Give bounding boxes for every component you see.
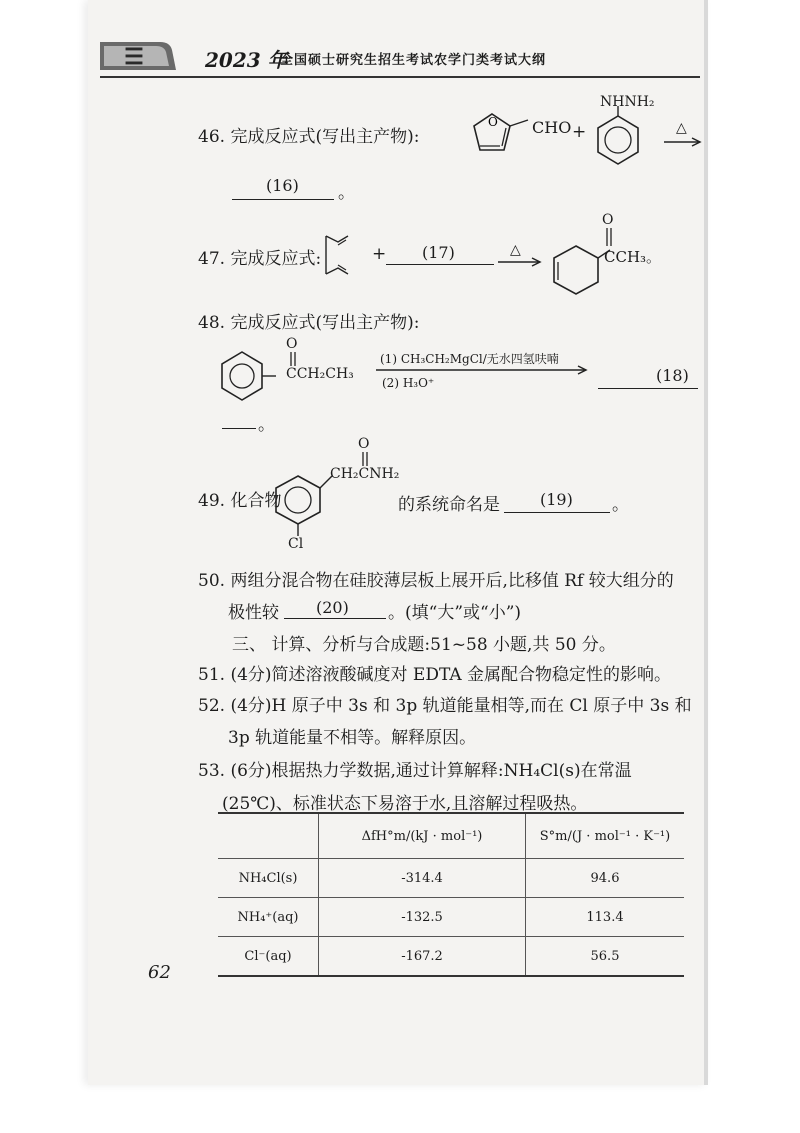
q47-carbonyl-bond — [604, 228, 614, 248]
q49-blank[interactable] — [504, 512, 610, 513]
table-header-cell — [218, 813, 319, 859]
svg-text:☰: ☰ — [124, 44, 144, 70]
table-header-cell: S°m/(J · mol⁻¹ · K⁻¹) — [526, 813, 685, 859]
thermo-data-table — [218, 812, 684, 977]
table-cell: -314.4 — [319, 859, 526, 898]
table-row — [218, 859, 684, 898]
q49-blank-label: (19) — [540, 490, 573, 509]
q47-blank[interactable] — [386, 264, 494, 265]
q48-cond1: (1) CH₃CH₂MgCl/无水四氢呋喃 — [380, 352, 559, 366]
table-cell: Cl⁻(aq) — [218, 937, 319, 977]
q47-heat: △ — [510, 242, 521, 258]
header-title: 全国硕士研究生招生考试农学门类考试大纲 — [280, 53, 547, 68]
q48-cond2: (2) H₃O⁺ — [382, 376, 435, 390]
q48-oxygen: O — [286, 336, 298, 352]
q48-end: 。 — [258, 415, 275, 435]
q50-blank-label: (20) — [316, 598, 349, 617]
svg-text:O: O — [488, 115, 498, 129]
benzene-ring-icon — [220, 350, 280, 406]
book-logo-icon — [100, 36, 190, 74]
table-cell: 113.4 — [526, 898, 685, 937]
q49-carbonyl-bond — [360, 452, 370, 468]
q47-blank-label: (17) — [422, 243, 455, 262]
q48-arrow — [376, 366, 590, 376]
q46-heat: △ — [676, 120, 687, 136]
q46-blank[interactable] — [232, 199, 334, 200]
q46-hydrazine: NHNH₂ — [600, 94, 655, 110]
header-year: 2023 年 — [205, 48, 288, 72]
q49-oxygen: O — [358, 436, 370, 452]
q49-mid: 的系统命名是 — [398, 495, 500, 515]
q48-text: 48. 完成反应式(写出主产物): — [198, 313, 420, 333]
table-cell: 56.5 — [526, 937, 685, 977]
page-edge — [704, 0, 708, 1085]
q46-end: 。 — [338, 183, 355, 203]
q46-cho: CHO — [532, 118, 572, 137]
q46-arrow — [664, 138, 704, 148]
q49-end: 。 — [612, 495, 629, 515]
q50-blank[interactable] — [284, 618, 386, 619]
q51-text: 51. (4分)简述溶液酸碱度对 EDTA 金属配合物稳定性的影响。 — [198, 665, 672, 685]
q47-arrow — [498, 258, 544, 268]
benzene-ring-icon — [594, 112, 644, 172]
section3-heading: 三、 计算、分析与合成题:51~58 小题,共 50 分。 — [232, 635, 616, 655]
header-rule — [100, 76, 700, 78]
q48-blank-cont — [222, 428, 256, 429]
q49-substituent: Cl — [288, 536, 304, 552]
page-number: 62 — [148, 962, 171, 983]
table-cell: -167.2 — [319, 937, 526, 977]
q53-line1: 53. (6分)根据热力学数据,通过计算解释:NH₄Cl(s)在常温 — [198, 761, 632, 781]
butadiene-icon — [322, 232, 352, 278]
q47-plus: + — [372, 244, 387, 264]
table-header-row — [218, 813, 684, 859]
q46-text: 46. 完成反应式(写出主产物): — [198, 127, 420, 147]
q49-group: CH₂CNH₂ — [330, 466, 400, 482]
q50-line2-post: 。(填“大”或“小”) — [388, 603, 522, 623]
q46-plus: + — [572, 122, 587, 142]
q48-blank-label: (18) — [656, 366, 689, 385]
table-cell: NH₄⁺(aq) — [218, 898, 319, 937]
q47-text: 47. 完成反应式: — [198, 249, 322, 269]
q47-product-group: CCH₃。 — [604, 248, 662, 266]
table-cell: 94.6 — [526, 859, 685, 898]
table-cell: -132.5 — [319, 898, 526, 937]
q52-line1: 52. (4分)H 原子中 3s 和 3p 轨道能量相等,而在 Cl 原子中 3s 和 — [198, 696, 692, 716]
q50-line1: 50. 两组分混合物在硅胶薄层板上展开后,比移值 Rf 较大组分的 — [198, 571, 674, 591]
table-row — [218, 898, 684, 937]
table-row — [218, 937, 684, 977]
q48-blank[interactable] — [598, 388, 698, 389]
q46-blank-label: (16) — [266, 176, 299, 195]
q49-text: 49. 化合物 — [198, 491, 282, 511]
furan-ring-icon — [470, 106, 530, 166]
q50-line2-pre: 极性较 — [228, 603, 279, 623]
q47-oxygen: O — [602, 212, 614, 228]
q48-reactant-group: CCH₂CH₃ — [286, 366, 354, 382]
q53-line2: (25℃)、标准状态下易溶于水,且溶解过程吸热。 — [222, 794, 588, 814]
table-header-cell: ΔfH°m/(kJ · mol⁻¹) — [319, 813, 526, 859]
q52-line2: 3p 轨道能量不相等。解释原因。 — [228, 728, 477, 748]
table-cell: NH₄Cl(s) — [218, 859, 319, 898]
